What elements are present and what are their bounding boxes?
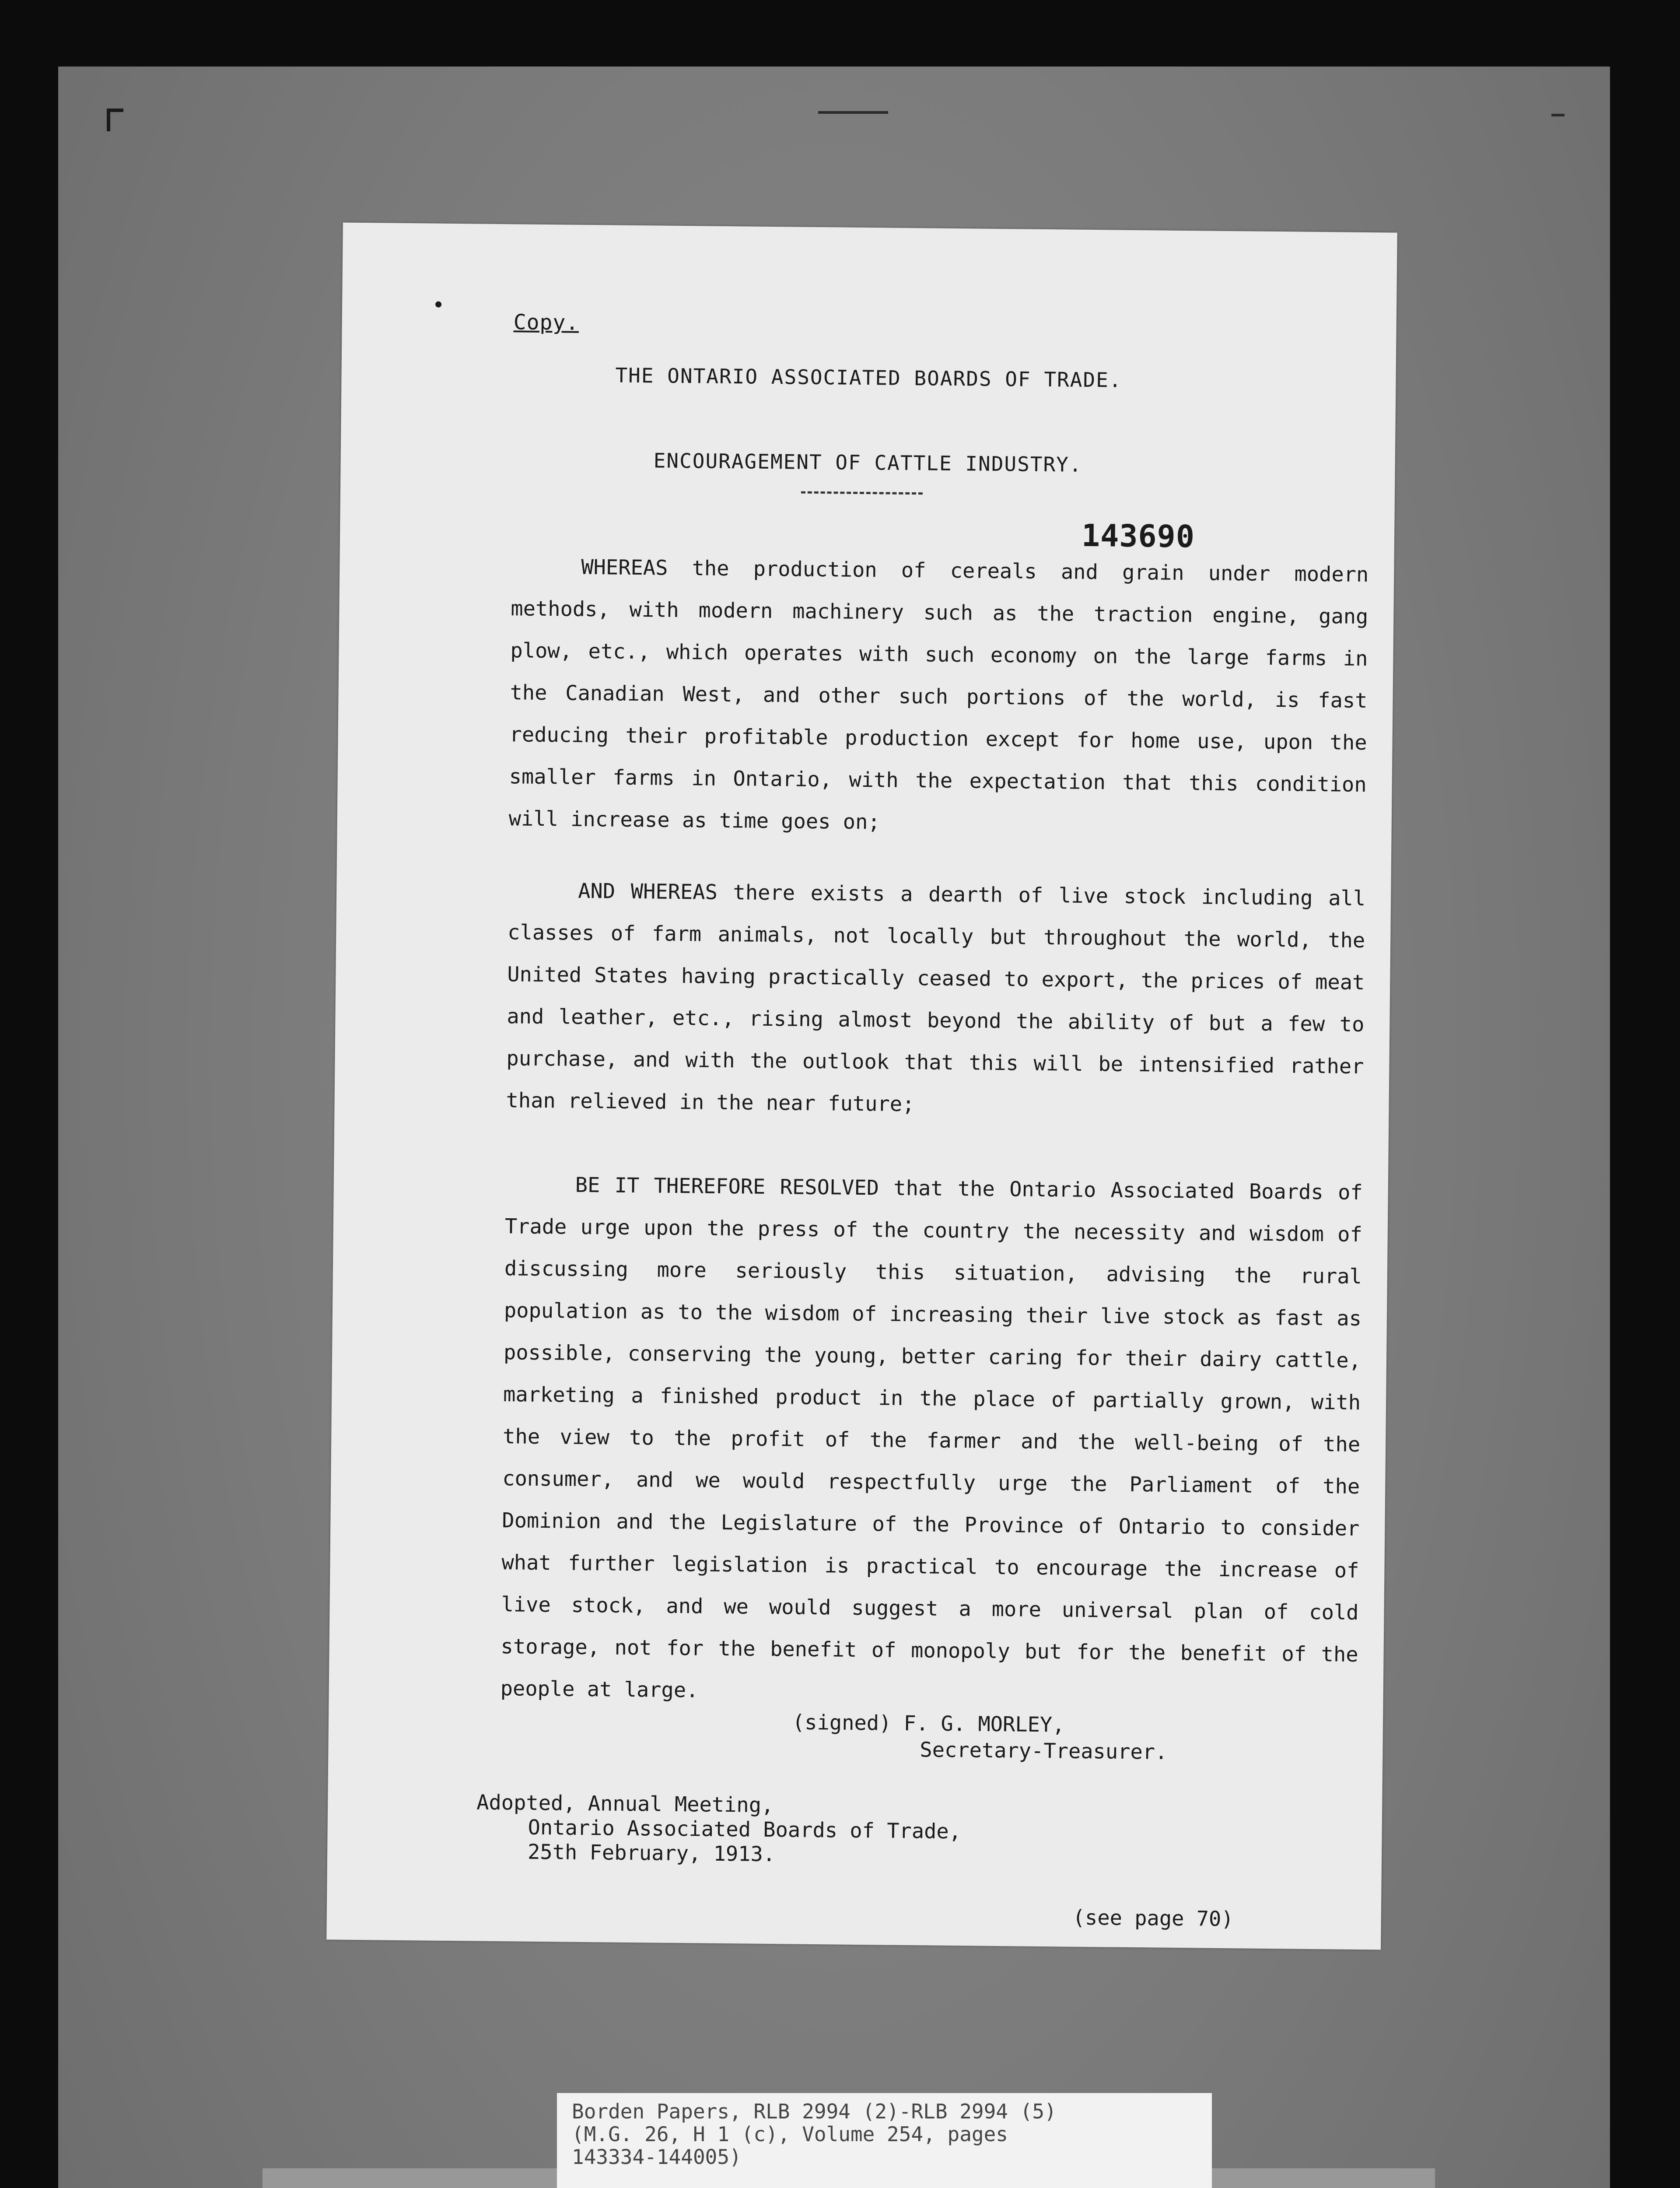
adoption-line-2: Ontario Associated Boards of Trade, [528,1815,962,1844]
reference-line-3: 143334-144005) [572,2145,742,2169]
adoption-line-3: 25th February, 1913. [527,1840,776,1867]
paragraph-whereas: WHEREAS the production of cereals and grain under modern methods, with modern machinery such as the traction engine, gang plow, etc., which operates with such economy on the large farms in the Canadian West, and other such portions of the world, is fast reducing their profitable production except for home use, upon the smaller farms in Ontario, with the expectation that this condition will increase as time goes on; [508,555,1369,835]
document-title: THE ONTARIO ASSOCIATED BOARDS OF TRADE. [615,363,1122,392]
subtitle-underline [801,491,923,495]
reference-line-2: (M.G. 26, H 1 (c), Volume 254, pages [572,2122,1008,2146]
signature-title: Secretary-Treasurer. [920,1738,1168,1764]
top-crop-mark [818,111,888,114]
document-subtitle: ENCOURAGEMENT OF CATTLE INDUSTRY. [653,449,1082,477]
adoption-line-1: Adopted, Annual Meeting, [476,1790,774,1818]
right-crop-mark [1551,114,1564,116]
signature-name: (signed) F. G. MORLEY, [792,1710,1065,1737]
adoption-note [476,1791,962,1869]
reference-card [557,2093,1212,2188]
reference-line-1: Borden Papers, RLB 2994 (2)-RLB 2994 (5) [572,2100,1057,2123]
paragraph-and-whereas: AND WHEREAS there exists a dearth of live stock including all classes of farm animals, not locally but throughout the world, the United States having practically ceased to export, the prices of meat and leather, etc., rising almost beyond the ability of but a few to purchase, and with the outlook that this will be intensified rather than relieved in the near future; [506,879,1366,1117]
see-page-note: (see page 70) [1072,1905,1234,1932]
document-number-stamp: 143690 [1081,517,1195,555]
paragraph-resolved: BE IT THEREFORE RESOLVED that the Ontario Associated Boards of Trade urge upon the press of the country the necessity and wisdom of discussing more seriously this situation, advising the rural population as to the wisdom of increasing their live stock as fast as possible, conserving the young, better caring for their dairy cattle, marketing a finished product in the place of partially grown, with the view to the profit of the farmer and the well-being of the consumer, and we would respectfully urge the Parliament of the Dominion and the Legislature of the Province of Ontario to consider what further legislation is practical to encourage the increase of live stock, and we would suggest a more universal plan of cold storage, not for the benefit of monopoly but for the benefit of the people at large. [500,1173,1363,1703]
typed-document [326,223,1397,1950]
ink-dot [435,302,441,308]
copy-label: Copy. [513,310,579,335]
signature-block [792,1710,1168,1766]
corner-crop-mark [107,109,123,131]
